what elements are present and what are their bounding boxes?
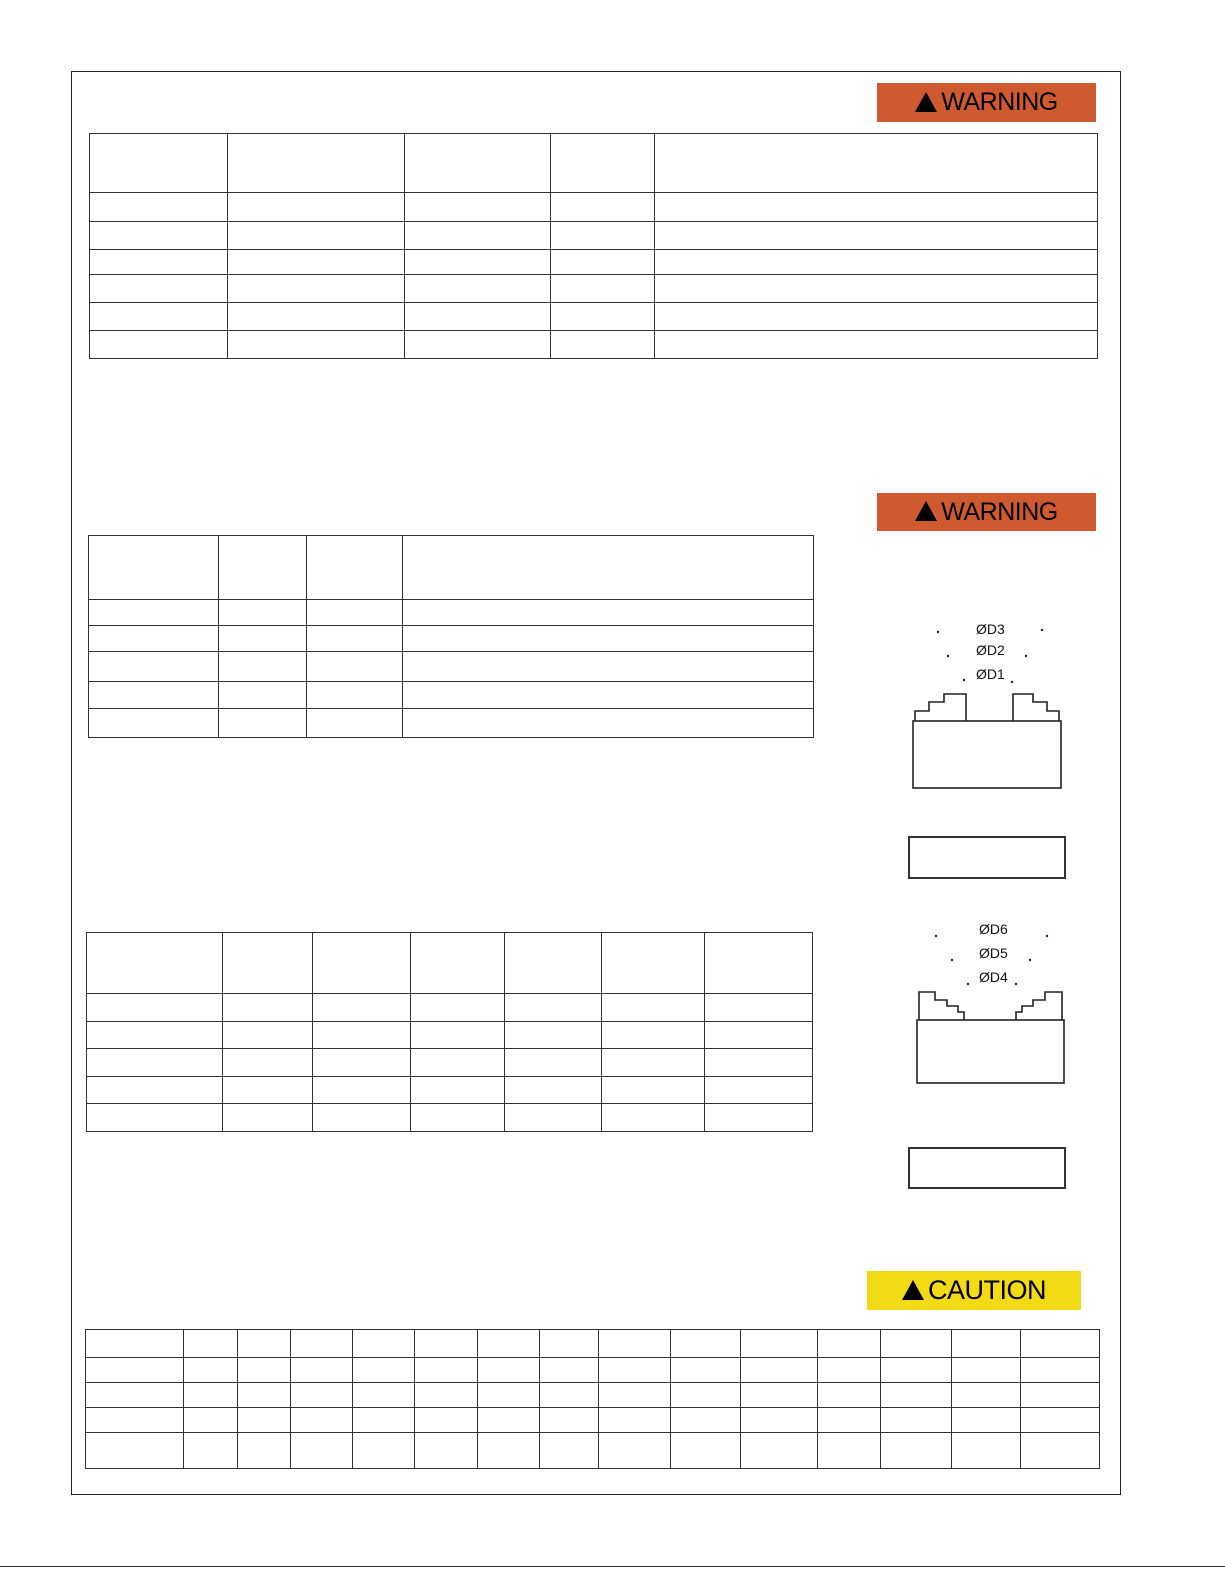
table-row <box>87 1049 813 1077</box>
table-4 <box>85 1329 1100 1469</box>
chuck-jaw-diagram-top <box>895 610 1080 795</box>
table-row <box>87 1104 813 1132</box>
warning-triangle-icon <box>915 501 937 521</box>
table-row <box>89 682 814 709</box>
table-row <box>89 600 814 626</box>
table-row <box>86 1433 1100 1469</box>
label-box-bottom <box>908 1147 1066 1189</box>
table-row <box>89 709 814 738</box>
diameter-label-d3: ØD3 <box>976 621 1005 637</box>
table-row <box>90 193 1098 222</box>
caution-badge <box>867 1271 1081 1310</box>
table-1-header-row <box>90 134 1098 193</box>
diameter-label-d6: ØD6 <box>979 921 1008 937</box>
table-2 <box>88 535 814 738</box>
warning-badge-label: WARNING <box>941 497 1058 526</box>
table-row <box>86 1408 1100 1433</box>
table-4-header-row <box>86 1330 1100 1358</box>
table-row <box>90 222 1098 250</box>
table-row <box>87 1022 813 1049</box>
diameter-label-d1: ØD1 <box>976 666 1005 682</box>
page-bottom-rule <box>0 1566 1225 1567</box>
table-row <box>90 303 1098 331</box>
table-row <box>86 1383 1100 1408</box>
warning-badge-middle <box>877 493 1096 531</box>
caution-badge-label: CAUTION <box>928 1275 1046 1305</box>
table-3-header-row <box>87 933 813 994</box>
table-row <box>90 331 1098 359</box>
table-row <box>89 652 814 682</box>
chuck-jaw-diagram-bottom <box>900 912 1085 1092</box>
table-row <box>87 994 813 1022</box>
diameter-label-d2: ØD2 <box>976 642 1005 658</box>
label-box-top <box>908 836 1066 879</box>
warning-badge-label: WARNING <box>941 88 1058 116</box>
warning-triangle-icon <box>902 1280 924 1300</box>
table-row <box>90 250 1098 275</box>
table-1 <box>89 133 1098 359</box>
diameter-label-d5: ØD5 <box>979 945 1008 961</box>
table-row <box>90 275 1098 303</box>
table-row <box>86 1358 1100 1383</box>
table-row <box>87 1077 813 1104</box>
warning-triangle-icon <box>915 92 937 112</box>
table-2-header-row <box>89 536 814 600</box>
warning-badge-top <box>877 83 1096 122</box>
table-3 <box>86 932 813 1132</box>
diameter-label-d4: ØD4 <box>979 969 1008 985</box>
table-row <box>89 626 814 652</box>
